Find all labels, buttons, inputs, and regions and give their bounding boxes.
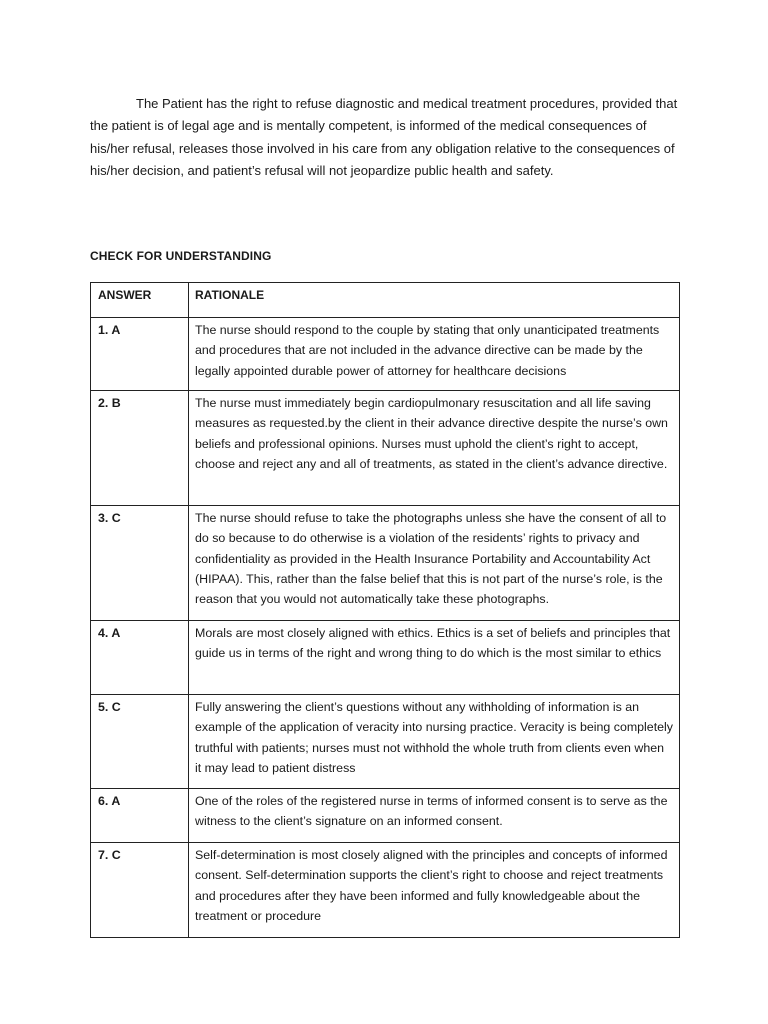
rationale-cell — [189, 506, 680, 621]
answer-cell — [91, 506, 189, 621]
rationale-cell — [189, 843, 680, 938]
table-row — [91, 695, 680, 789]
answer-label: 2. B — [98, 396, 121, 410]
answer-cell — [91, 391, 189, 506]
rationale-cell — [189, 391, 680, 506]
answer-cell — [91, 843, 189, 938]
rationale-cell — [189, 318, 680, 391]
rationale-text: Morals are most closely aligned with ethics. Ethics is a set of beliefs and principles that guide us in terms of the right and wrong thing to do which is the most similar to ethics — [195, 626, 671, 661]
answer-cell — [91, 695, 189, 789]
table-row — [91, 506, 680, 621]
table-row — [91, 621, 680, 695]
rationale-cell — [189, 621, 680, 695]
rationale-cell — [189, 789, 680, 843]
table-row — [91, 843, 680, 938]
rationale-text: The nurse must immediately begin cardiopulmonary resuscitation and all life saving measures as requested.by the client in their advance directive despite the nurse’s own beliefs and professional opinions. Nurses must uphold the client’s right to accept, choose and reject any and all of treatments, as stated in the client’s advance directive. — [195, 396, 668, 471]
answer-label: 5. C — [98, 700, 121, 714]
rationale-cell — [189, 695, 680, 789]
answer-cell — [91, 621, 189, 695]
answer-cell — [91, 318, 189, 391]
rationale-text: Fully answering the client’s questions without any withholding of information is an example of the application of veracity into nursing practice. Veracity is being completely truthful with patients; nurses must not withhold the whole truth from clients even when it may lead to patient distress — [195, 700, 673, 775]
rationale-text: One of the roles of the registered nurse in terms of informed consent is to serve as the witness to the client’s signature on an informed consent. — [195, 794, 668, 829]
answer-label: 4. A — [98, 626, 121, 640]
header-answer-cell — [91, 283, 189, 318]
table-header-row — [91, 283, 680, 318]
header-rationale-cell — [189, 283, 680, 318]
table-row — [91, 789, 680, 843]
table-row — [91, 318, 680, 391]
answer-label: 6. A — [98, 794, 121, 808]
answer-cell — [91, 789, 189, 843]
rationale-text: The nurse should refuse to take the photographs unless she have the consent of all to do so because to do otherwise is a violation of the residents’ rights to privacy and confidentiality as provided in the Health Insurance Portability and Accountability Act (HIPAA). This, rather than the false belief that this is not part of the nurse’s role, is the reason that you would not automatically take these photographs. — [195, 511, 667, 607]
intro-paragraph: The Patient has the right to refuse diagnostic and medical treatment procedures, provided that the patient is of legal age and is mentally competent, is informed of the medical consequences of his/her refusal, releases those involved in his care from any obligation relative to the consequences of his/her decision, and patient’s refusal will not jeopardize public health and safety. — [90, 96, 678, 179]
header-answer-label: ANSWER — [98, 288, 152, 302]
answer-rationale-table — [90, 282, 680, 938]
section-heading: CHECK FOR UNDERSTANDING — [90, 249, 272, 263]
header-rationale-label: RATIONALE — [195, 288, 265, 302]
answer-label: 1. A — [98, 323, 121, 337]
rationale-text: Self-determination is most closely aligned with the principles and concepts of informed consent. Self-determination supports the client’s right to choose and reject treatments and procedures after they have been informed and fully knowledgeable about the treatment or procedure — [195, 848, 668, 923]
table-row — [91, 391, 680, 506]
answer-label: 3. C — [98, 511, 121, 525]
answer-label: 7. C — [98, 848, 121, 862]
rationale-text: The nurse should respond to the couple by stating that only unanticipated treatments and procedures that are not included in the advance directive can be made by the legally appointed durable power of attorney for healthcare decisions — [195, 323, 660, 378]
